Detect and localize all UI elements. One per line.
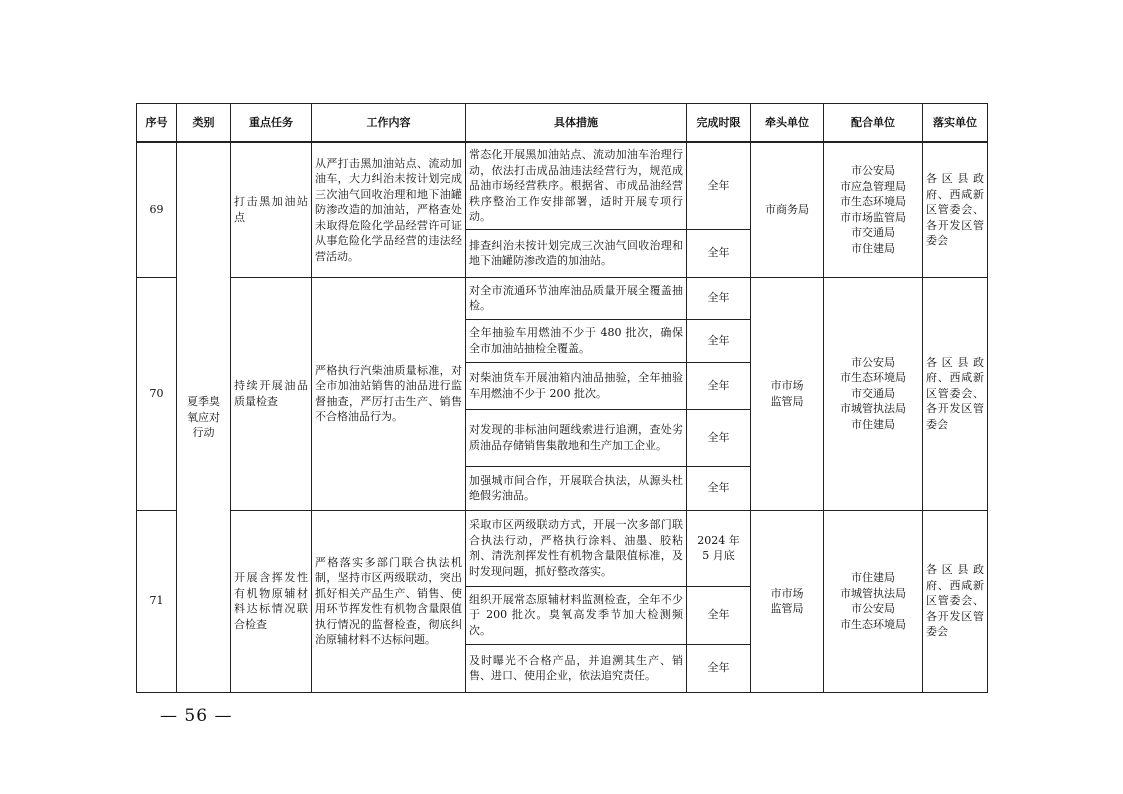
deadline-cell: 全年 (687, 644, 751, 692)
deadline-cell: 2024 年 5 月底 (687, 510, 751, 586)
header-cell: 类别 (177, 104, 231, 143)
measure-cell: 排查纠治未按计划完成三次油气回收治理和地下油罐防渗改造的加油站。 (466, 229, 687, 277)
measure-cell: 及时曝光不合格产品，并追溯其生产、销售、进口、使用企业，依法追究责任。 (466, 644, 687, 692)
task-cell: 持续开展油品质量检查 (231, 277, 312, 510)
deadline-cell: 全年 (687, 277, 751, 319)
measure-cell: 采取市区两级联动方式，开展一次多部门联合执法行动，严格执行涂料、油墨、胶粘剂、清洗剂挥发性有机物含量限值标准，及时发现问题，抓好整改落实。 (466, 510, 687, 586)
implement-unit-cell: 各区县政府、西咸新区管委会、各开发区管委会 (923, 277, 988, 510)
header-cell: 配合单位 (824, 104, 923, 143)
header-cell: 具体措施 (466, 104, 687, 143)
measure-cell: 对发现的非标油问题线索进行追溯，查处劣质油品存储销售集散地和生产加工企业。 (466, 409, 687, 466)
deadline-cell: 全年 (687, 586, 751, 644)
deadline-cell: 全年 (687, 466, 751, 510)
measure-cell: 组织开展常态原辅材料监测检查，全年不少于 200 批次。臭氧高发季节加大检测频次。 (466, 586, 687, 644)
header-cell: 工作内容 (312, 104, 466, 143)
deadline-cell: 全年 (687, 142, 751, 229)
measure-cell: 全年抽验车用燃油不少于 480 批次，确保全市加油站抽检全覆盖。 (466, 319, 687, 362)
header-cell: 重点任务 (231, 104, 312, 143)
cooperate-unit-cell: 市公安局 市应急管理局 市生态环境局 市市场监管局 市交通局 市住建局 (824, 142, 923, 277)
cooperate-unit-cell: 市公安局 市生态环境局 市交通局 市城管执法局 市住建局 (824, 277, 923, 510)
header-cell: 序号 (137, 104, 177, 143)
task-cell: 打击黑加油站点 (231, 142, 312, 277)
table-row (137, 510, 988, 586)
header-row (137, 104, 988, 143)
cooperate-unit-cell: 市住建局 市城管执法局 市公安局 市生态环境局 (824, 510, 923, 692)
row-number: 71 (137, 510, 177, 692)
content-cell: 严格执行汽柴油质量标准，对全市加油站销售的油品进行监督抽查，严厉打击生产、销售不合格油品行为。 (312, 277, 466, 510)
implement-unit-cell: 各区县政府、西咸新区管委会、各开发区管委会 (923, 142, 988, 277)
deadline-cell: 全年 (687, 362, 751, 409)
content-cell: 从严打击黑加油站点、流动加油车，大力纠治未按计划完成三次油气回收治理和地下油罐防渗改造的加油站，严格查处未取得危险化学品经营许可证从事危险化学品经营的违法经营活动。 (312, 142, 466, 277)
implement-unit-cell: 各区县政府、西咸新区管委会、各开发区管委会 (923, 510, 988, 692)
header-cell: 牵头单位 (751, 104, 824, 143)
deadline-cell: 全年 (687, 319, 751, 362)
header-cell: 落实单位 (923, 104, 988, 143)
table-row (137, 277, 988, 319)
table-row (137, 142, 988, 229)
measure-cell: 对柴油货车开展油箱内油品抽验，全年抽验车用燃油不少于 200 批次。 (466, 362, 687, 409)
row-number: 69 (137, 142, 177, 277)
deadline-cell: 全年 (687, 409, 751, 466)
task-cell: 开展含挥发性有机物原辅材料达标情况联合检查 (231, 510, 312, 692)
page-number: — 56 — (160, 706, 233, 726)
lead-unit-cell: 市市场 监管局 (751, 277, 824, 510)
lead-unit-cell: 市市场 监管局 (751, 510, 824, 692)
measure-cell: 常态化开展黑加油站点、流动加油车治理行动，依法打击成品油违法经营行为，规范成品油市场经营秩序。根据省、市成品油经营秩序整治工作安排部署，适时开展专项行动。 (466, 142, 687, 229)
measure-cell: 对全市流通环节油库油品质量开展全覆盖抽检。 (466, 277, 687, 319)
header-cell: 完成时限 (687, 104, 751, 143)
measure-cell: 加强城市间合作，开展联合执法，从源头杜绝假劣油品。 (466, 466, 687, 510)
row-number: 70 (137, 277, 177, 510)
deadline-cell: 全年 (687, 229, 751, 277)
content-cell: 严格落实多部门联合执法机制，坚持市区两级联动，突出抓好相关产品生产、销售、使用环节挥发性有机物含量限值执行情况的监督检查，彻底纠治原辅材料不达标问题。 (312, 510, 466, 692)
task-table (136, 103, 988, 693)
lead-unit-cell: 市商务局 (751, 142, 824, 277)
category-cell: 夏季臭 氧应对 行动 (177, 142, 231, 692)
